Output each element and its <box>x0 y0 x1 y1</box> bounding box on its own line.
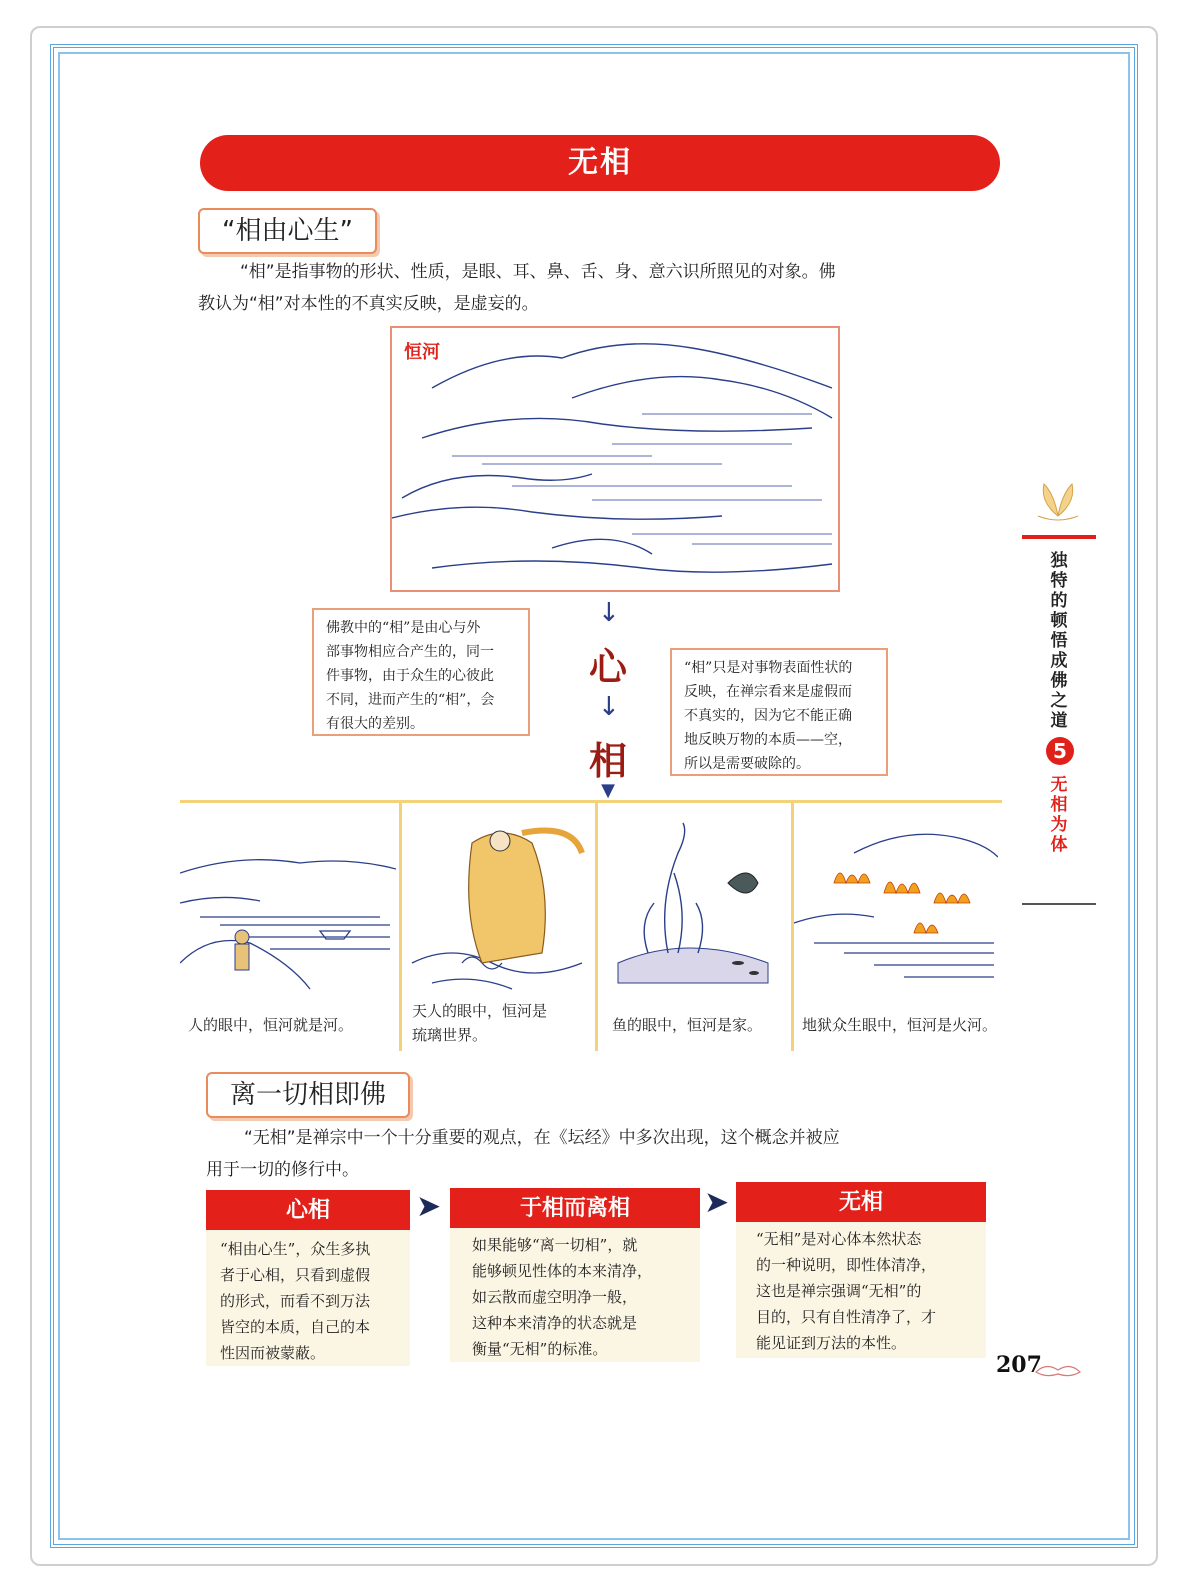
section1-paragraph-line2: 教认为“相”对本性的不真实反映，是虚妄的。 <box>198 294 539 314</box>
concept-box-body <box>756 1226 936 1356</box>
fish-seaweed-illustration-icon <box>598 813 788 993</box>
callout-left-line: 有很大的差别。 <box>326 716 424 732</box>
callout-right-line: 反映，在禅宗看来是虚假而 <box>684 684 852 700</box>
chapter-title-char: 道 <box>1050 711 1068 731</box>
concept-box-line: 目的，只有自性清净了，才 <box>756 1308 937 1326</box>
chapter-subtitle-char: 为 <box>1050 815 1068 835</box>
concept-box-formless <box>736 1182 986 1358</box>
panel-caption: 地狱众生眼中，恒河是火河。 <box>802 1016 998 1034</box>
concept-box-line: 性因而被蒙蔽。 <box>220 1344 326 1362</box>
chapter-title-char: 成 <box>1050 651 1068 671</box>
chapter-number-badge: 5 <box>1046 737 1074 765</box>
chapter-subtitle-char: 体 <box>1050 835 1068 855</box>
chevron-right-icon: ➤ <box>704 1185 730 1220</box>
chapter-title-char: 顿 <box>1050 611 1068 631</box>
concept-box-line: 这种本来清净的状态就是 <box>472 1314 638 1332</box>
chapter-title-char: 的 <box>1050 591 1068 611</box>
section2-paragraph-line2: 用于一切的修行中。 <box>206 1160 359 1180</box>
panel-caption: 鱼的眼中，恒河是家。 <box>612 1016 763 1034</box>
chapter-title-char: 悟 <box>1050 631 1068 651</box>
flow-char-mind: 心 <box>588 644 627 689</box>
concept-box-line: 皆空的本质，自己的本 <box>220 1318 371 1336</box>
chevron-right-icon: ➤ <box>416 1189 442 1224</box>
section-heading-1: “相由心生” <box>198 208 377 254</box>
lotus-icon <box>1030 472 1086 524</box>
chapter-subtitle-char: 相 <box>1050 795 1068 815</box>
arrow-down-icon: ▼ <box>601 780 615 801</box>
concept-box-line: 能见证到万法的本性。 <box>756 1334 907 1352</box>
callout-right-line: 不真实的，因为它不能正确 <box>684 708 852 724</box>
concept-box-mind-form <box>206 1190 410 1366</box>
concept-box-line: 能够顿见性体的本来清净， <box>472 1262 653 1280</box>
chapter-title-char: 特 <box>1050 571 1068 591</box>
panel-human <box>180 803 402 1051</box>
chapter-title-vertical <box>1044 551 1074 731</box>
cloud-ornament-icon <box>1034 1360 1082 1380</box>
panel-celestial <box>402 803 598 1051</box>
concept-box-body <box>220 1236 370 1366</box>
concept-box-line: 如果能够“离一切相”，就 <box>472 1236 638 1254</box>
panel-caption: 人的眼中，恒河就是河。 <box>188 1016 354 1034</box>
celestial-being-illustration-icon <box>402 813 592 1013</box>
concept-box-title: 无相 <box>736 1182 986 1222</box>
concept-box-line: 这也是禅宗强调“无相”的 <box>756 1282 922 1300</box>
chapter-title-char: 之 <box>1050 691 1068 711</box>
chapter-subtitle-vertical <box>1044 775 1074 855</box>
arrow-down-icon: ↓ <box>598 692 620 722</box>
river-person-illustration-icon <box>180 813 396 993</box>
panel-hell <box>794 803 1002 1051</box>
concept-box-line: “无相”是对心体本然状态 <box>756 1230 922 1248</box>
callout-right-line: “相”只是对事物表面性状的 <box>684 660 853 676</box>
chapter-subtitle-char: 无 <box>1050 775 1068 795</box>
river-landscape-icon <box>392 328 838 590</box>
panel-caption-line: 天人的眼中，恒河是 <box>412 1002 548 1020</box>
concept-box-line: “相由心生”，众生多执 <box>220 1240 371 1258</box>
chapter-side-tab <box>1022 535 1096 905</box>
panel-fish <box>598 803 794 1051</box>
concept-box-line: 衡量“无相”的标准。 <box>472 1340 608 1358</box>
chapter-title-char: 佛 <box>1050 671 1068 691</box>
page-number: 207 <box>996 1352 1042 1378</box>
callout-right-line: 所以是需要破除的。 <box>684 756 810 772</box>
callout-left-line: 佛教中的“相”是由心与外 <box>326 620 481 636</box>
fire-river-illustration-icon <box>794 813 998 993</box>
callout-left-line: 件事物，由于众生的心彼此 <box>326 668 494 684</box>
concept-box-body <box>472 1232 652 1362</box>
concept-box-title: 于相而离相 <box>450 1188 700 1228</box>
section1-paragraph-line1: “相”是指事物的形状、性质，是眼、耳、鼻、舌、身、意六识所照见的对象。佛 <box>240 262 836 282</box>
section2-paragraph-line1: “无相”是禅宗中一个十分重要的观点，在《坛经》中多次出现，这个概念并被应 <box>244 1128 840 1148</box>
ganges-illustration <box>390 326 840 592</box>
concept-box-detach <box>450 1188 700 1362</box>
concept-box-title: 心相 <box>206 1190 410 1230</box>
page-title: 无相 <box>200 135 1000 191</box>
panel-caption <box>412 999 592 1047</box>
illustration-label: 恒河 <box>404 342 440 363</box>
concept-box-line: 者于心相，只看到虚假 <box>220 1266 371 1284</box>
chapter-title-char: 独 <box>1050 551 1068 571</box>
perception-panels <box>180 800 1002 1048</box>
callout-left-line: 不同，进而产生的“相”，会 <box>326 692 495 708</box>
concept-box-line: 的形式，而看不到万法 <box>220 1292 371 1310</box>
arrow-down-icon: ↓ <box>598 598 620 628</box>
callout-left-line: 部事物相应合产生的，同一 <box>326 644 494 660</box>
section-heading-2: 离一切相即佛 <box>206 1072 410 1118</box>
concept-box-line: 的一种说明，即性体清净， <box>756 1256 937 1274</box>
callout-right <box>670 648 888 776</box>
concept-box-line: 如云散而虚空明净一般， <box>472 1288 638 1306</box>
callout-left <box>312 608 530 736</box>
flow-char-form: 相 <box>588 738 627 783</box>
callout-right-line: 地反映万物的本质——空， <box>684 732 852 748</box>
panel-caption-line: 琉璃世界。 <box>412 1026 488 1044</box>
